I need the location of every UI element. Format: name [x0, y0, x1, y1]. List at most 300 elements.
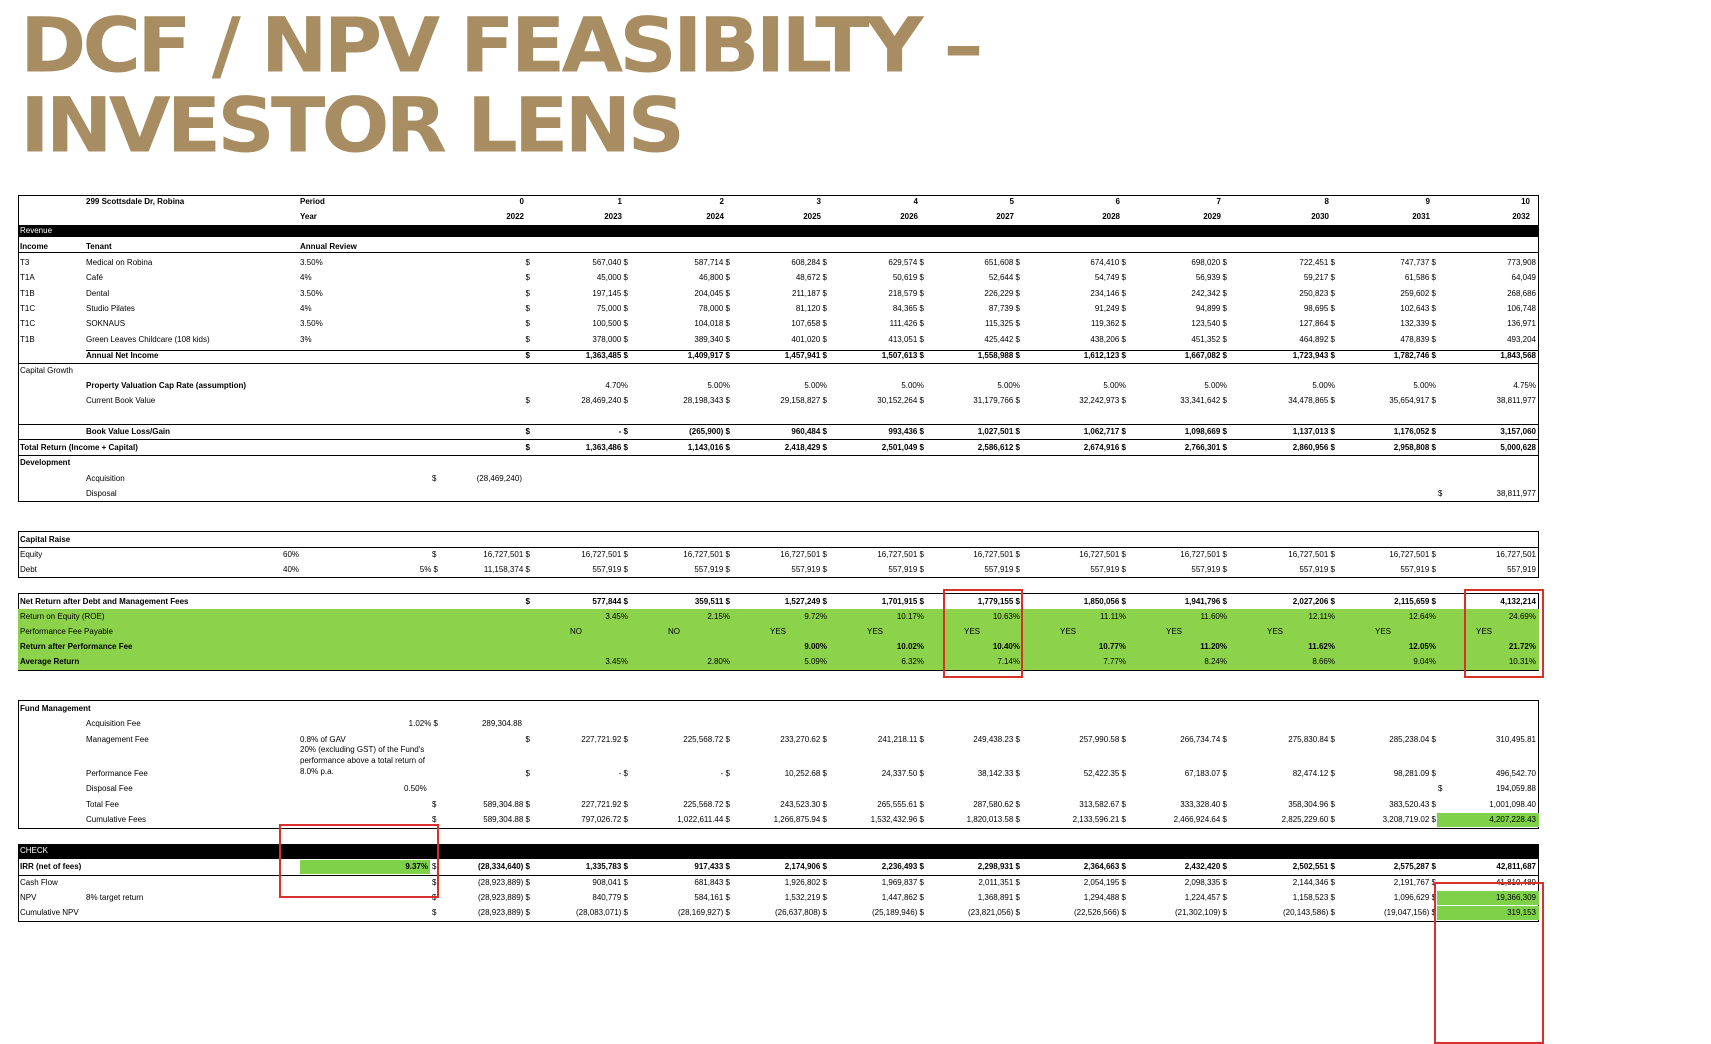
- equity-value: 16,727,501 $: [1180, 550, 1227, 559]
- tenant-id: T1A: [20, 273, 35, 283]
- disposal-fee-label: Disposal Fee: [86, 784, 133, 793]
- cumulative-fees-value: 2,133,596.21 $: [1072, 815, 1126, 824]
- irr-cashflow-value: 42,811,687: [1496, 862, 1536, 871]
- income-value: 204,045 $: [694, 288, 730, 298]
- management-fee-value: 249,438.23 $: [973, 735, 1020, 744]
- period-number: 10: [1521, 197, 1530, 206]
- income-value: 493,204: [1507, 334, 1536, 344]
- book-value-value: 28,198,343 $: [683, 396, 730, 405]
- book-gain-value: 3,157,060: [1500, 427, 1536, 436]
- cumulative-fees-value: 589,304.88 $: [483, 815, 530, 824]
- equity-value: 16,727,501 $: [973, 550, 1020, 559]
- title-line-1: DCF / NPV FEASIBILTY –: [20, 1, 980, 90]
- npv-value: 1,224,457 $: [1184, 893, 1227, 902]
- cash-flow-value: (28,923,889) $: [477, 878, 530, 887]
- divider-line: [18, 252, 1539, 253]
- cash-flow-value: 2,098,335 $: [1184, 878, 1227, 887]
- income-value: 56,939 $: [1195, 273, 1227, 283]
- net-return-label: Net Return after Debt and Management Fees: [20, 597, 189, 606]
- roe-value: 24.69%: [1508, 612, 1536, 621]
- tenant-header: Tenant: [86, 242, 112, 251]
- management-fee-value: 285,238.04 $: [1389, 735, 1436, 744]
- tenant-id: T3: [20, 258, 30, 267]
- disposal-value: 38,811,977: [1496, 489, 1536, 498]
- book-gain-label: Book Value Loss/Gain: [86, 427, 171, 436]
- year-number: 2027: [996, 212, 1014, 221]
- income-value: 104,018 $: [694, 319, 730, 329]
- irr-cashflow-value: 2,432,420 $: [1184, 862, 1227, 871]
- period-number: 5: [1009, 197, 1014, 206]
- perf-fee-payable: YES: [1267, 627, 1284, 636]
- return-after-fee-value: 9.00%: [804, 642, 827, 651]
- period-number: 8: [1324, 197, 1329, 206]
- equity-value: 16,727,501 $: [483, 550, 530, 559]
- net-return-value: 2,115,659 $: [1394, 597, 1436, 606]
- debt-pct: 40%: [283, 565, 300, 574]
- roe-value: 12.64%: [1408, 612, 1436, 621]
- year-number: 2024: [706, 212, 724, 221]
- equity-pct: 60%: [283, 550, 300, 559]
- irr-cashflow-value: 2,364,663 $: [1083, 862, 1126, 871]
- book-value-value: $: [525, 396, 530, 405]
- cap-rate-value: 5.00%: [804, 381, 827, 390]
- book-gain-value: 993,436 $: [888, 427, 924, 436]
- book-value-value: 30,152,264 $: [877, 396, 924, 405]
- equity-dollar: $: [432, 550, 437, 559]
- debt-value: 557,919 $: [694, 565, 730, 574]
- cumulative-npv-value: 319,153: [1507, 908, 1536, 917]
- average-return-value: 6.32%: [901, 657, 924, 666]
- irr-cashflow-value: 2,502,551 $: [1292, 862, 1335, 871]
- income-value: 250,823 $: [1299, 288, 1335, 298]
- tenant-name: Studio Pilates: [86, 303, 135, 313]
- annual-net-income-value: 1,409,917 $: [687, 351, 730, 360]
- income-value: 226,229 $: [984, 288, 1020, 298]
- disposal-dollar: $: [1438, 489, 1443, 498]
- irr-label: IRR (net of fees): [20, 862, 82, 871]
- total-return-value: $: [525, 443, 530, 452]
- income-value: 45,000 $: [596, 273, 628, 283]
- management-fee-value: 233,270.62 $: [780, 735, 827, 744]
- year-number: 2029: [1203, 212, 1221, 221]
- perf-fee-note: 20% (excluding GST) of the Fund's: [300, 745, 425, 754]
- cumulative-fees-value: 1,820,013.58 $: [966, 815, 1020, 824]
- perf-fee-payable: YES: [1476, 627, 1493, 636]
- income-value: 91,249 $: [1094, 303, 1126, 313]
- income-value: 242,342 $: [1191, 288, 1227, 298]
- tenant-id: T1C: [20, 303, 36, 313]
- performance-fee-value: 24,337.50 $: [881, 769, 924, 778]
- total-fee-value: 383,520.43 $: [1389, 800, 1436, 809]
- total-return-label: Total Return (Income + Capital): [20, 443, 138, 452]
- period-number: 6: [1115, 197, 1120, 206]
- equity-value: 16,727,501 $: [683, 550, 730, 559]
- total-fee-value: 287,580.62 $: [973, 800, 1020, 809]
- npv-value: 1,368,891 $: [977, 893, 1020, 902]
- period-number: 0: [519, 197, 524, 206]
- cumulative-npv-value: (28,169,927) $: [677, 908, 730, 917]
- irr-dollar: $: [432, 862, 437, 871]
- performance-fee-value: 38,142.33 $: [977, 769, 1020, 778]
- income-value: 106,748: [1507, 303, 1536, 313]
- book-value-value: 33,341,642 $: [1180, 396, 1227, 405]
- roe-value: 11.11%: [1100, 612, 1126, 621]
- perf-fee-payable: YES: [1375, 627, 1392, 636]
- performance-fee-value: 496,542.70: [1495, 769, 1536, 778]
- income-value: 722,451 $: [1299, 258, 1335, 267]
- cumulative-fees-dollar: $: [432, 815, 437, 824]
- check-band: [18, 845, 1539, 859]
- year-number: 2022: [506, 212, 524, 221]
- equity-value: 16,727,501 $: [1389, 550, 1436, 559]
- divider-line: [18, 363, 1539, 364]
- cumulative-npv-value: (20,143,586) $: [1282, 908, 1335, 917]
- book-value-value: 28,469,240 $: [581, 396, 628, 405]
- cumulative-fees-label: Cumulative Fees: [86, 815, 147, 824]
- debt-value: 557,919 $: [592, 565, 628, 574]
- npv-value: 840,779 $: [592, 893, 628, 902]
- income-value: 268,686: [1507, 288, 1536, 298]
- income-value: $: [525, 303, 530, 313]
- income-value: 94,899 $: [1195, 303, 1227, 313]
- roe-value: 11.60%: [1200, 612, 1227, 621]
- cap-rate-value: 5.00%: [1103, 381, 1126, 390]
- book-gain-value: $: [525, 427, 530, 436]
- tenant-name: Café: [86, 273, 103, 283]
- total-return-value: 1,363,486 $: [585, 443, 628, 452]
- capital-growth-label: Capital Growth: [20, 366, 73, 375]
- cap-rate-value: 5.00%: [707, 381, 730, 390]
- npv-rate-label: 8% target return: [86, 893, 144, 902]
- total-fee-dollar: $: [432, 800, 437, 809]
- npv-value: 584,161 $: [694, 893, 730, 902]
- perf-fee-payable: YES: [770, 627, 787, 636]
- cap-rate-value: 5.00%: [997, 381, 1020, 390]
- annual-net-income-value: $: [525, 351, 530, 360]
- management-fee-value: 275,830.84 $: [1288, 735, 1335, 744]
- tenant-name: Medical on Robina: [86, 258, 153, 267]
- revenue-band-label: Revenue: [20, 226, 53, 235]
- cumulative-fees-value: 1,266,875.94 $: [773, 815, 827, 824]
- perf-fee-note: performance above a total return of: [300, 756, 425, 765]
- cumulative-npv-value: (22,526,566) $: [1073, 908, 1126, 917]
- annual-review: 4%: [300, 273, 312, 283]
- total-return-value: 5,000,628: [1500, 443, 1536, 452]
- net-return-value: 1,779,155 $: [977, 597, 1020, 606]
- total-fee-value: 358,304.96 $: [1288, 800, 1335, 809]
- performance-fee-label: Performance Fee: [86, 769, 148, 778]
- tenant-name: SOKNAUS: [86, 319, 126, 329]
- cash-flow-value: 2,191,767 $: [1393, 878, 1436, 887]
- annual-net-income-value: 1,363,485 $: [585, 351, 628, 360]
- roe-label: Return on Equity (ROE): [20, 612, 105, 621]
- irr-cashflow-value: 1,335,783 $: [585, 862, 628, 871]
- debt-rate: 5% $: [419, 565, 438, 574]
- total-return-value: 2,674,916 $: [1083, 443, 1126, 452]
- period-number: 2: [719, 197, 724, 206]
- income-value: 78,000 $: [698, 303, 730, 313]
- total-return-value: 2,860,956 $: [1292, 443, 1335, 452]
- irr-value: 9.37%: [405, 862, 428, 871]
- equity-value: 16,727,501: [1495, 550, 1536, 559]
- income-value: 629,574 $: [888, 258, 924, 267]
- income-value: 98,695 $: [1303, 303, 1335, 313]
- average-return-value: 2.80%: [707, 657, 730, 666]
- annual-net-income-value: 1,558,988 $: [977, 351, 1020, 360]
- income-value: 211,187 $: [792, 288, 827, 298]
- annual-net-income-label: Annual Net Income: [86, 351, 159, 360]
- npv-label: NPV: [20, 893, 37, 902]
- highlight-box: [1434, 882, 1544, 1044]
- acquisition-label: Acquisition: [86, 474, 125, 483]
- performance-fee-value: 10,252.68 $: [784, 769, 827, 778]
- debt-value: 557,919 $: [791, 565, 827, 574]
- total-return-value: 2,958,808 $: [1393, 443, 1436, 452]
- year-number: 2025: [803, 212, 821, 221]
- management-fee-value: 225,568.72 $: [683, 735, 730, 744]
- income-value: 234,146 $: [1090, 288, 1126, 298]
- cap-rate-value: 5.00%: [1204, 381, 1227, 390]
- cumulative-npv-value: (19,047,156) $: [1383, 908, 1436, 917]
- income-value: 567,040 $: [592, 258, 628, 267]
- total-fee-value: 1,001,098.40: [1489, 800, 1536, 809]
- book-value-value: 35,654,917 $: [1389, 396, 1436, 405]
- tenant-id: T1B: [20, 334, 35, 344]
- book-value-value: 31,179,766 $: [973, 396, 1020, 405]
- income-value: 102,643 $: [1400, 303, 1436, 313]
- management-fee-label: Management Fee: [86, 735, 149, 744]
- annual-net-income-value: 1,507,613 $: [881, 351, 924, 360]
- total-fee-value: 225,568.72 $: [683, 800, 730, 809]
- performance-fee-value: $: [525, 769, 530, 778]
- cumulative-npv-value: (26,637,808) $: [774, 908, 827, 917]
- development-label: Development: [20, 458, 71, 467]
- equity-value: 16,727,501 $: [780, 550, 827, 559]
- year-number: 2030: [1311, 212, 1329, 221]
- book-gain-value: 1,176,052 $: [1393, 427, 1436, 436]
- debt-value: 557,919 $: [1400, 565, 1436, 574]
- annual-net-income-value: 1,843,568: [1500, 351, 1536, 360]
- roe-value: 10.17%: [896, 612, 924, 621]
- income-value: 389,340 $: [694, 334, 730, 344]
- title-line-2: INVESTOR LENS: [20, 81, 682, 170]
- acquisition-fee-label: Acquisition Fee: [86, 719, 141, 728]
- net-return-value: 1,850,056 $: [1083, 597, 1126, 606]
- income-value: 478,839 $: [1400, 334, 1436, 344]
- total-fee-value: 313,582.67 $: [1079, 800, 1126, 809]
- income-value: 48,672 $: [795, 273, 827, 283]
- income-value: 50,619 $: [892, 273, 924, 283]
- roe-value: 9.72%: [804, 612, 827, 621]
- cash-flow-label: Cash Flow: [20, 878, 58, 887]
- cumulative-fees-value: 4,207,228.43: [1489, 815, 1536, 824]
- income-value: 119,362 $: [1091, 319, 1126, 329]
- cash-flow-value: 908,041 $: [592, 878, 628, 887]
- management-fee-value: 266,734.74 $: [1180, 735, 1227, 744]
- return-after-fee-value: 11.20%: [1200, 642, 1227, 651]
- income-value: 54,749 $: [1094, 273, 1126, 283]
- income-value: 197,145 $: [592, 288, 628, 298]
- management-fee-value: 241,218.11 $: [877, 735, 924, 744]
- cash-flow-value: 2,054,195 $: [1083, 878, 1126, 887]
- annual-net-income-value: 1,457,941 $: [784, 351, 827, 360]
- cap-rate-value: 5.00%: [1413, 381, 1436, 390]
- cumulative-npv-dollar: $: [432, 908, 437, 917]
- income-value: 651,608 $: [984, 258, 1020, 267]
- income-value: 52,644 $: [988, 273, 1020, 283]
- average-return-value: 5.09%: [804, 657, 827, 666]
- roe-value: 10.63%: [992, 612, 1020, 621]
- disposal-fee-value: 194,059.88: [1495, 784, 1536, 793]
- perf-fee-payable: NO: [668, 627, 680, 636]
- net-return-value: 2,027,206 $: [1292, 597, 1335, 606]
- acquisition-dollar: $: [432, 474, 437, 483]
- return-after-fee-value: 21.72%: [1508, 642, 1536, 651]
- roe-value: 12.11%: [1308, 612, 1335, 621]
- equity-value: 16,727,501 $: [1288, 550, 1335, 559]
- total-return-value: 2,586,612 $: [977, 443, 1020, 452]
- debt-value: 557,919 $: [888, 565, 924, 574]
- net-return-value: $: [525, 597, 530, 606]
- cumulative-fees-value: 2,466,924.64 $: [1173, 815, 1227, 824]
- average-return-value: 9.04%: [1413, 657, 1436, 666]
- acquisition-value: (28,469,240): [476, 474, 522, 483]
- debt-label: Debt: [20, 565, 37, 574]
- average-return-value: 8.66%: [1312, 657, 1335, 666]
- irr-cashflow-value: (28,334,640) $: [477, 862, 530, 871]
- income-value: 127,864 $: [1299, 319, 1335, 329]
- average-return-value: 8.24%: [1204, 657, 1227, 666]
- total-return-value: 2,501,049 $: [881, 443, 924, 452]
- equity-label: Equity: [20, 550, 43, 559]
- year-label: Year: [300, 212, 317, 221]
- cap-rate-value: 5.00%: [1312, 381, 1335, 390]
- period-number: 3: [816, 197, 821, 206]
- book-gain-value: 1,062,717 $: [1083, 427, 1126, 436]
- income-value: 132,339 $: [1400, 319, 1436, 329]
- average-return-value: 7.77%: [1103, 657, 1126, 666]
- tenant-id: T1B: [20, 288, 35, 298]
- period-label: Period: [300, 197, 325, 206]
- total-return-value: 2,766,301 $: [1184, 443, 1227, 452]
- annual-review: 3%: [300, 334, 312, 344]
- annual-net-income-value: 1,612,123 $: [1083, 351, 1126, 360]
- tenant-name: Green Leaves Childcare (108 kids): [86, 334, 210, 344]
- period-number: 7: [1216, 197, 1221, 206]
- total-return-value: 1,143,016 $: [687, 443, 730, 452]
- year-number: 2023: [604, 212, 622, 221]
- income-value: 61,586 $: [1404, 273, 1436, 283]
- year-number: 2031: [1412, 212, 1430, 221]
- net-return-value: 1,527,249 $: [784, 597, 827, 606]
- perf-fee-payable: YES: [1166, 627, 1183, 636]
- performance-fee-value: 67,183.07 $: [1184, 769, 1227, 778]
- npv-value: (28,923,889) $: [477, 893, 530, 902]
- book-gain-value: 1,027,501 $: [977, 427, 1020, 436]
- annual-net-income-value: 1,782,746 $: [1393, 351, 1436, 360]
- income-value: 378,000 $: [592, 334, 628, 344]
- cash-flow-value: 2,144,346 $: [1292, 878, 1335, 887]
- income-value: $: [525, 288, 530, 298]
- management-fee-value: $: [525, 735, 530, 744]
- return-after-fee-value: 10.40%: [992, 642, 1020, 651]
- income-value: $: [525, 334, 530, 344]
- income-value: 413,051 $: [888, 334, 924, 344]
- disposal-fee-pct: 0.50%: [404, 784, 427, 793]
- average-return-value: 3.45%: [605, 657, 628, 666]
- capital-raise-label: Capital Raise: [20, 535, 71, 544]
- irr-cashflow-value: 917,433 $: [694, 862, 730, 871]
- total-return-value: 2,418,429 $: [784, 443, 827, 452]
- perf-fee-payable: NO: [570, 627, 582, 636]
- return-after-fee-value: 10.77%: [1098, 642, 1126, 651]
- highlight-box: [943, 589, 1023, 678]
- book-gain-value: 960,484 $: [791, 427, 827, 436]
- cap-rate-value: 5.00%: [901, 381, 924, 390]
- net-return-value: 577,844 $: [592, 597, 628, 606]
- page-title: [20, 1, 980, 170]
- income-value: 107,658 $: [791, 319, 827, 329]
- cash-flow-value: 2,011,351 $: [978, 878, 1020, 887]
- cash-flow-value: 1,969,837 $: [881, 878, 924, 887]
- period-number: 1: [617, 197, 622, 206]
- net-return-value: 4,132,214: [1500, 597, 1536, 606]
- income-value: 401,020 $: [791, 334, 827, 344]
- highlight-box: [279, 824, 439, 898]
- total-fee-value: 265,555.61 $: [877, 800, 924, 809]
- cumulative-npv-value: (23,821,056) $: [967, 908, 1020, 917]
- perf-fee-label: Performance Fee Payable: [20, 627, 113, 636]
- income-value: 587,714 $: [694, 258, 730, 267]
- fund-management-label: Fund Management: [20, 704, 91, 713]
- divider-line: [18, 439, 1539, 440]
- equity-value: 16,727,501 $: [877, 550, 924, 559]
- annual-net-income-value: 1,667,082 $: [1184, 351, 1227, 360]
- income-value: 115,325 $: [985, 319, 1020, 329]
- performance-fee-value: - $: [720, 769, 730, 778]
- management-fee-basis: 0.8% of GAV: [300, 735, 346, 744]
- year-number: 2026: [900, 212, 918, 221]
- book-gain-value: - $: [618, 427, 628, 436]
- debt-value: 557,919 $: [1191, 565, 1227, 574]
- perf-fee-payable: YES: [964, 627, 981, 636]
- cumulative-fees-value: 1,022,611.44 $: [677, 815, 730, 824]
- income-value: 773,908: [1507, 258, 1536, 267]
- acquisition-fee-pct: 1.02% $: [408, 719, 438, 728]
- cash-flow-value: 1,926,802 $: [784, 878, 827, 887]
- total-fee-label: Total Fee: [86, 800, 119, 809]
- cash-flow-value: 681,843 $: [694, 878, 730, 887]
- income-value: $: [525, 273, 530, 283]
- average-return-label: Average Return: [20, 657, 80, 666]
- book-gain-value: (265,900) $: [689, 427, 730, 436]
- book-gain-value: 1,137,013 $: [1292, 427, 1335, 436]
- income-value: 75,000 $: [596, 303, 628, 313]
- management-fee-value: 227,721.92 $: [581, 735, 628, 744]
- income-value: 425,442 $: [984, 334, 1020, 344]
- period-number: 9: [1425, 197, 1430, 206]
- income-value: 674,410 $: [1090, 258, 1126, 267]
- review-header: Annual Review: [300, 242, 357, 251]
- performance-fee-value: 98,281.09 $: [1393, 769, 1436, 778]
- cumulative-fees-value: 2,825,229.60 $: [1281, 815, 1335, 824]
- total-fee-value: 243,523.30 $: [780, 800, 827, 809]
- total-fee-value: 589,304.88 $: [483, 800, 530, 809]
- cumulative-npv-label: Cumulative NPV: [20, 908, 79, 917]
- cumulative-npv-value: (28,923,889) $: [477, 908, 530, 917]
- annual-net-income-value: 1,723,943 $: [1292, 351, 1335, 360]
- book-value-label: Current Book Value: [86, 396, 156, 405]
